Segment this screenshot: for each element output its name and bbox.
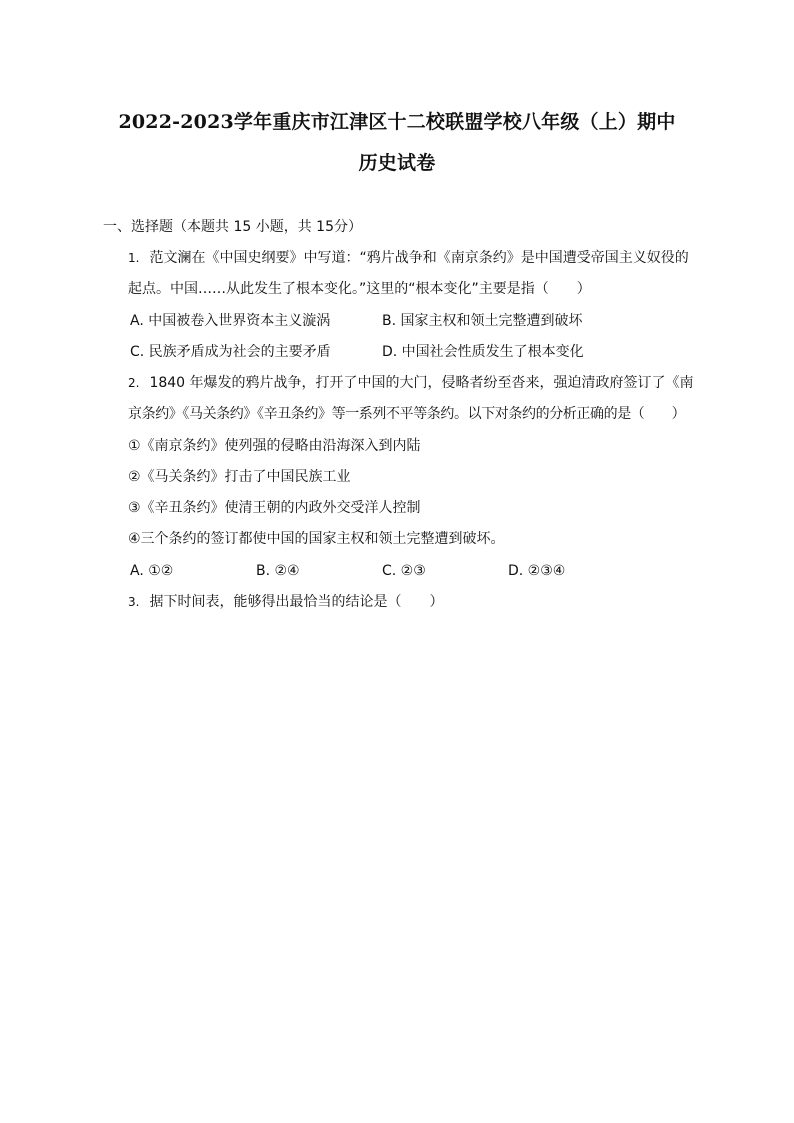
- question-1-option-b: B. 国家主权和领土完整遭到破坏: [382, 313, 583, 329]
- question-3-number: 3.: [128, 595, 140, 609]
- question-2-text-2: 京条约》《马关条约》《辛丑条约》等一系列不平等条约。以下对条约的分析正确的是（ ）: [128, 406, 686, 422]
- question-1-option-a: A. 中国被卷入世界资本主义漩涡: [130, 313, 331, 329]
- question-2-option-d: D. ②③④: [508, 563, 566, 579]
- question-1-number: 1.: [128, 251, 140, 265]
- question-1-line-1: [128, 248, 689, 268]
- question-2-line-1: [128, 373, 694, 393]
- question-2-number: 2.: [128, 376, 140, 390]
- exam-title-line-2: 历史试卷: [358, 152, 436, 174]
- question-2-text-1: 1840 年爆发的鸦片战争，打开了中国的大门，侵略者纷至沓来，强迫清政府签订了《南: [149, 375, 694, 391]
- question-2-option-b: B. ②④: [256, 563, 300, 579]
- section-heading: 一、选择题（本题共 15 小题，共 15分）: [103, 219, 362, 235]
- question-1-text-1: 范文澜在《中国史纲要》中写道：“鸦片战争和《南京条约》是中国遭受帝国主义奴役的: [149, 250, 689, 266]
- question-2-option-c: C. ②③: [382, 563, 426, 579]
- question-2-statement-3: ③《辛丑条约》使清王朝的内政外交受洋人控制: [128, 500, 421, 516]
- question-2-statement-2: ②《马关条约》打击了中国民族工业: [128, 469, 351, 485]
- question-2-statement-1: ①《南京条约》使列强的侵略由沿海深入到内陆: [128, 438, 421, 454]
- question-3-text-1: 据下时间表，能够得出最恰当的结论是（ ）: [149, 594, 444, 610]
- question-2-statement-4: ④三个条约的签订都使中国的国家主权和领土完整遭到破坏。: [128, 531, 505, 547]
- question-1-option-c: C. 民族矛盾成为社会的主要矛盾: [130, 344, 331, 360]
- question-3-line-1: [128, 592, 443, 612]
- question-1-option-d: D. 中国社会性质发生了根本变化: [382, 344, 584, 360]
- exam-title-line-1: 2022-2023学年重庆市江津区十二校联盟学校八年级（上）期中: [118, 111, 676, 133]
- question-1-text-2: 起点。中国……从此发生了根本变化。”这里的“根本变化”主要是指（ ）: [128, 281, 591, 297]
- question-2-option-a: A. ①②: [130, 563, 174, 579]
